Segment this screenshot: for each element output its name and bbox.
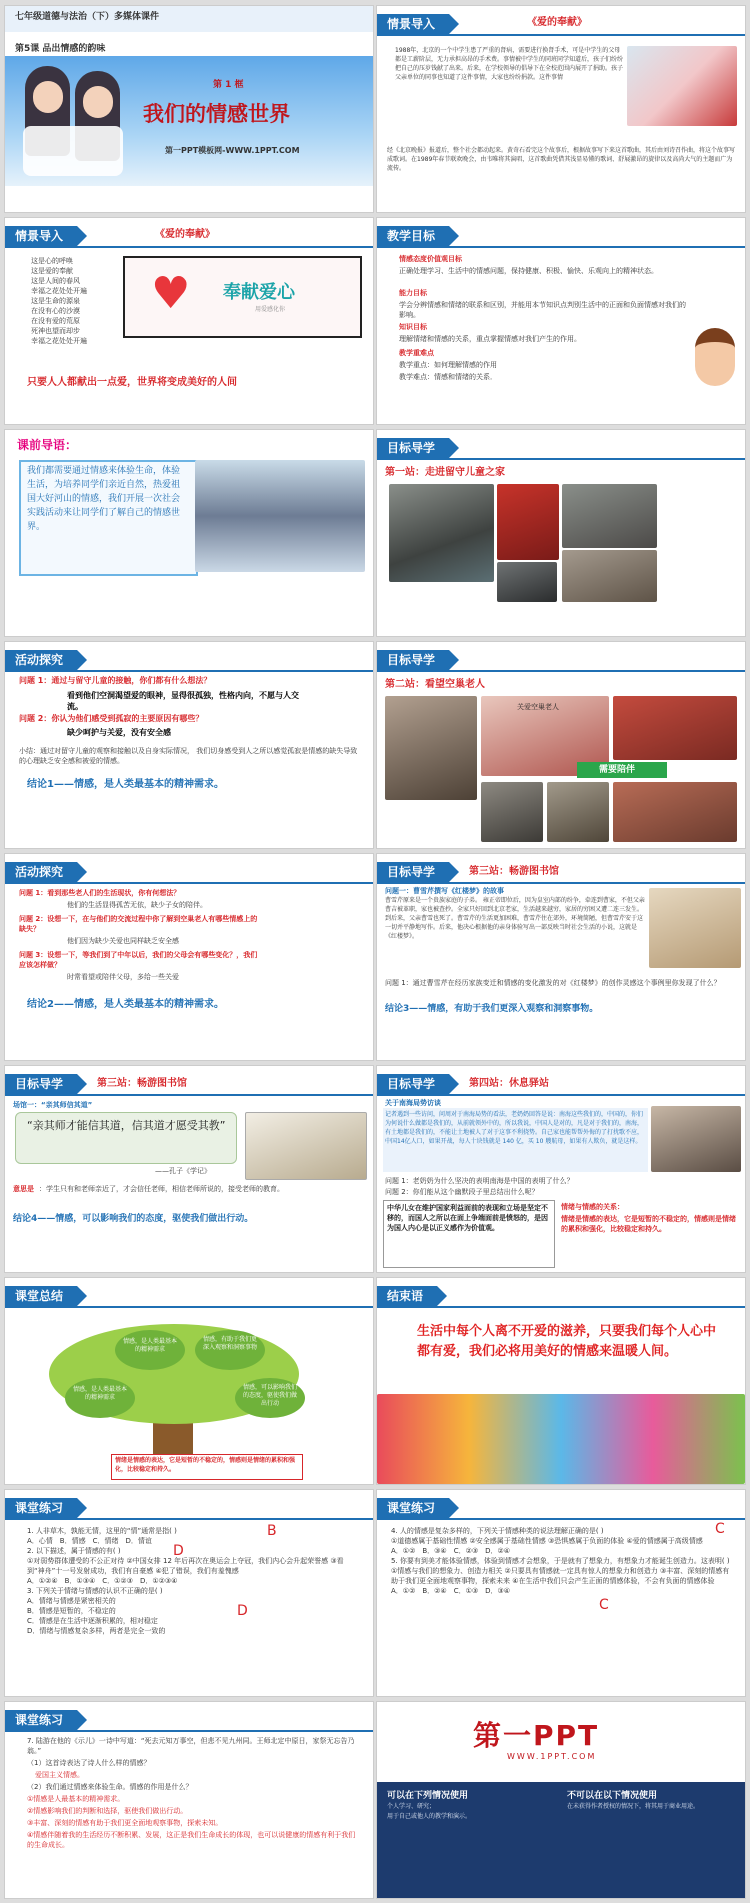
exercise-line: 1. 人非草木，孰能无情，这里的“情”通常是指( ) (27, 1527, 177, 1535)
heart-icon: ♥ (151, 268, 191, 319)
exercise-line: ①对弱势群体遭受的不公正对待 ②中国女排 12 年后再次在奥运会上夺冠，我们内心会升起荣誉感 ③看到“神舟”十一号发射成功，我们有自豪感 ④犯了错误，我们有羞愧感 (27, 1557, 344, 1575)
lyric-line: 这是生命的源泉 (31, 297, 80, 305)
slide-header: 目标导学 (377, 862, 449, 882)
slide-station-2 (376, 641, 746, 849)
slide-header: 课堂总结 (5, 1286, 77, 1306)
leaf-text-4: 情感，可以影响我们的态度，驱使我们做出行动 (242, 1384, 297, 1407)
exercise-line: 4. 人的情感是复杂多样的，下列关于情感种类的说法理解正确的是( ) (391, 1527, 604, 1535)
frame-label: 第 1 框 (213, 80, 244, 90)
story-paragraph-1: 1988年，北京的一个中学生患了严重的肾病，需要进行换肾手术，可是中学生的父母都是工薪阶层，无力承担高昂的手术费。事情被中学生的同班同学知道后，孩子们纷纷把自己的压岁钱献了出来。后来，在学校领导的倡导下在全校范围内展开了捐助。孩子父亲单位的同事也知道了这件事情，大家也纷纷捐款。这件事情 (395, 47, 624, 81)
slide-header: 课堂练习 (5, 1498, 77, 1518)
children-photo-2 (497, 484, 559, 560)
answer-5: C (599, 1597, 609, 1613)
answer-4: C (715, 1521, 725, 1537)
header-rule (5, 1730, 373, 1732)
slide-station-3b (4, 1065, 374, 1273)
slide-credits (376, 1701, 746, 1899)
slide-header: 活动探究 (5, 650, 77, 670)
answer-2-1: ①情感是人最基本的精神需求。 (27, 1795, 125, 1803)
goal-text-attitude: 正确处理学习、生活中的情感问题，保持健康、积极、愉快、乐观向上的精神状态。 (399, 267, 658, 275)
answer-3: D (237, 1603, 248, 1619)
answer-1: B (267, 1523, 277, 1539)
logo-text: 第一PPT (473, 1719, 600, 1752)
slide-header: 课堂练习 (5, 1710, 77, 1730)
slide-exercise-2 (376, 1489, 746, 1697)
elder-photo-6 (613, 782, 737, 842)
left-text: 中华儿女在维护国家利益面前的表现和立场是坚定不移的，而国人之所以在面上争端面前是愤怒的，是因为国人内心是以正义感作为价值观。 (387, 1204, 548, 1232)
question-1: 问题 1：通过与留守儿童的接触，你们都有什么想法？ (19, 676, 212, 685)
slide-title (4, 5, 374, 213)
lesson-title: 第5课 品出情感的韵味 (15, 44, 106, 54)
answer-2-4: ④情感伴随着我的生活经历不断积累、发展，这正是我们生命成长的体现，也可以说健康的情感有利于我们的生命成长。 (27, 1831, 356, 1849)
elder-photo-4 (481, 782, 543, 842)
story-text: 曹雪芹原来是一个贵族家庭的子弟。 雍正帝即位后，因为皇室内部的纷争，牵连到曹家，不但父亲曹吉被革职，家也被查抄。全家只好回到北京老家，生活越来越穷，家居的穷困又遭二连三发生。到后来，父亲曹雪也死了。曹雪芹的生活更加困难，曹雪芹住在郊外，环境简陋，但曹雪芹安于这一切并平静地写作。后来，他决心根据他的亲身体验写出一部反映当时社会生活的小说，这就是《红楼梦》。 (385, 897, 645, 940)
slide-header: 课堂练习 (377, 1498, 449, 1518)
conclusion-2: 结论2——情感，是人类最基本的精神需求。 (27, 999, 224, 1010)
slide-summary (4, 1277, 374, 1485)
exercise-line: ①道德感属于基础性情感 ②安全感属于基础性情感 ③恐惧感属于负面的体验 ④爱的情感属于高级情感 (391, 1537, 703, 1545)
lyric-line: 死神也望而却步 (31, 327, 80, 335)
station-title: 第三站：畅游图书馆 (469, 866, 559, 877)
header-rule (377, 246, 745, 248)
lyric-line: 这是心的呼唤 (31, 257, 73, 265)
answer-1: 他们的生活显得孤苦无依，缺少子女的陪伴。 (67, 901, 207, 909)
question-text: 7. 陆游在他的《示儿》一诗中写道：“死去元知万事空，但悲不见九州同。王师北定中原日，家祭无忘告乃翁。” (27, 1737, 355, 1755)
exercise-line: 2. 以下描述，属于情感的有( ) (27, 1547, 121, 1555)
slide-intro-story (376, 5, 746, 213)
station-title: 第二站：看望空巢老人 (385, 679, 485, 690)
slogan: 只要人人都献出一点爱，世界将变成美好的人间 (27, 377, 237, 388)
exercise-line: D．情绪与情感复杂多样，两者是完全一致的 (27, 1627, 166, 1635)
children-group-photo (377, 1394, 745, 1484)
interview-photo (651, 1106, 741, 1172)
exercise-line: A．情绪与情感是紧密相关的 (27, 1597, 116, 1605)
question-1: 问题一：曹雪芹撰写《红楼梦》的故事 (385, 887, 504, 895)
preface-title: 课前导语： (17, 438, 78, 452)
book-title: 《爱的奉献》 (155, 229, 215, 240)
goal-text-ability: 学会分辨情感和情绪的联系和区别，并能用本节知识点判别生活中的正面和负面情感对我们的影响。 (399, 301, 686, 319)
lyric-line: 在没有爱的荒原 (31, 317, 80, 325)
slide-header: 目标导学 (5, 1074, 77, 1094)
slide-teaching-goals (376, 217, 746, 425)
header-rule (5, 1094, 373, 1096)
question-2: 问题 1：通过曹雪芹在经历家族变迁和情感的变化激发的对《红楼梦》的创作灵感这个事例里你发现了什么？ (385, 979, 721, 987)
exercise-lines (27, 1523, 347, 1636)
station-title: 第一站：走进留守儿童之家 (385, 467, 505, 478)
keypoint-focus: 教学重点：如何理解情感的作用 (399, 361, 497, 369)
header-rule (377, 882, 745, 884)
goal-heading-attitude: 情感态度价值观目标 (399, 255, 462, 263)
header-rule (377, 1306, 745, 1308)
slide-header: 教学目标 (377, 226, 449, 246)
slide-intro-song (4, 217, 374, 425)
slide-exercise-1 (4, 1489, 374, 1697)
scene-label: 场馆一：“亲其师信其道” (13, 1101, 93, 1109)
answer-1: 爱国主义情感。 (35, 1771, 84, 1779)
can-item: 个人学习、研究； (387, 1803, 436, 1810)
children-photo-4 (497, 562, 557, 602)
right-text: 情绪是情感的表达，它是短暂的不稳定的，情感则是情绪的累积和强化，比较稳定和持久。 (561, 1215, 736, 1233)
station-title: 第三站：畅游图书馆 (97, 1078, 187, 1089)
children-photo-3 (562, 484, 657, 548)
elder-photo-5 (547, 782, 609, 842)
summary: 小结：通过对留守儿童的观察和接触以及自身实际情况， 我们切身感受到人之所以感觉孤寂是情感的缺失导致的心理缺乏安全感和被爱的情感。 (19, 747, 358, 765)
slide-header: 目标导学 (377, 650, 449, 670)
can-item: 用于自己或他人的教学和演示。 (387, 1813, 472, 1820)
answer-2: 他们因为缺少关爱也同样缺乏安全感 (67, 937, 179, 945)
meaning-label: 意思是 (13, 1185, 34, 1193)
answer-1: 看到他们空洞渴望爱的眼神，显得很孤独，性格内向，不愿与人交流。 (67, 691, 299, 711)
conclusion-3: 结论3——情感，有助于我们更深入观察和洞察事物。 (385, 1004, 599, 1014)
logo-url: WWW.1PPT.COM (507, 1752, 597, 1761)
elder-photo-1 (385, 696, 477, 800)
exercise-line: 5. 你要有到美才能体验情感，体验到情感才会想象，于是就有了想象力，有想象力才能诞生创造力。这表明( ) (391, 1557, 730, 1565)
news-title: 关于南海局势访谈 (385, 1099, 441, 1107)
exercise-line: C．情感是在生活中逐渐积累的，相对稳定 (27, 1617, 158, 1625)
keypoint-difficulty: 教学难点：情感和情绪的关系． (399, 373, 497, 381)
slide-header: 结束语 (377, 1286, 437, 1306)
elder-photo-3 (613, 696, 737, 760)
closing-text: 生活中每个人离不开爱的滋养，只要我们每个人心中都有爱，我们必将用美好的情感来温暖人间。 (417, 1324, 717, 1359)
care-label: 关爱空巢老人 (517, 703, 559, 711)
confucius-illustration (245, 1112, 367, 1180)
exercise-line: A．①②④ B．①③④ C．①②③ D．①②③④ (27, 1577, 178, 1585)
goal-heading-knowledge: 知识目标 (399, 323, 427, 331)
question-2: （2）我们通过情感来体验生命。情感的作用是什么？ (27, 1783, 193, 1791)
cannot-title: 不可以在以下情况使用 (567, 1791, 658, 1801)
header-rule (5, 1518, 373, 1520)
slide-header: 目标导学 (377, 1074, 449, 1094)
right-title: 情绪与情感的关系： (561, 1203, 624, 1211)
donation-photo (627, 46, 737, 126)
goal-heading-ability: 能力目标 (399, 289, 427, 297)
header-rule (5, 670, 373, 672)
slide-closing (376, 1277, 746, 1485)
slide-exercise-3 (4, 1701, 374, 1899)
leaf-text-3: 情感，有助于我们更深入观察和洞察事物 (202, 1336, 257, 1351)
slide-activity-1 (4, 641, 374, 849)
need-label: 需要陪伴 (599, 765, 636, 775)
slide-header: 情景导入 (377, 14, 449, 34)
lyric-line: 幸福之花处处开遍 (31, 287, 87, 295)
question-1: 问题 1：看到那些老人们的生活现状，你有何想法？ (19, 889, 181, 897)
can-title: 可以在下列情况使用 (387, 1791, 469, 1801)
answer-3: 时常看望或陪伴父母，多给一些关爱 (67, 973, 179, 981)
header-rule (377, 458, 745, 460)
news-text: 记者遇到一些访问，问周对于南海局势的看法，老奶奶回答是说：南海这些我们的，中国的，你们为何说什么做都是我们的，从前就领外中的，所以我说，中国人是对的，凡是对于我们的，南海，有土地都是我们的，不能让土地被人了对于这事不利挠势。自己家也能帮帮外侮的了打扰歌不应，中国14亿人口，如果开战，每人十块钱就是 140 亿，买 10 艘航母，如果有人欺负，就是这样。 (385, 1111, 644, 1145)
lyrics (31, 256, 87, 346)
question-2: 问题 2：你认为他们感受到孤寂的主要原因有哪些？ (19, 714, 204, 723)
children-photo-1 (389, 484, 494, 582)
slide-header: 活动探究 (5, 862, 77, 882)
question-2: 问题 2：设想一下，在与他们的交流过程中你了解到空巢老人有哪些情感上的缺失？ (19, 915, 258, 933)
lyric-line: 这是人间的春风 (31, 277, 80, 285)
header-rule (377, 1518, 745, 1520)
site-label: 第一PPT模板网-WWW.1PPT.COM (165, 146, 300, 155)
header-rule (377, 1094, 745, 1096)
cartoon-girl (695, 328, 735, 386)
lyric-line: 这是爱的奉献 (31, 267, 73, 275)
header-rule (377, 34, 745, 36)
conclusion-1: 结论1——情感，是人类最基本的精神需求。 (27, 779, 224, 790)
conclusion-4: 结论4——情感，可以影响我们的态度，驱使我们做出行动。 (13, 1214, 254, 1224)
quote-text: “亲其师才能信其道，信其道才愿受其教” (27, 1119, 226, 1132)
exercise-lines (391, 1526, 736, 1596)
header-rule (5, 246, 373, 248)
exercise-line: A．心情 B．情感 C．情绪 D．情谊 (27, 1537, 152, 1545)
cannot-item: 在未获得作者授权的情况下，将其用于商业用途。 (567, 1803, 700, 1810)
quote-author: ——孔子《学记》 (155, 1167, 211, 1175)
exercise-line: B．情感是短暂的，不稳定的 (27, 1607, 116, 1615)
love-art (123, 256, 362, 338)
station-title: 第四站：休息驿站 (469, 1078, 549, 1089)
leaf-text-2: 情感，是人类最基本的精神需求 (122, 1338, 177, 1353)
goal-heading-keypoints: 教学重难点 (399, 349, 434, 357)
meaning-text: ：学生只有和老师亲近了，才会信任老师，相信老师所说的，接受老师的教育。 (39, 1185, 284, 1193)
exercise-line: A．①② B．③④ C．②③ D．②④ (391, 1547, 511, 1555)
slide-station-1 (376, 429, 746, 637)
slide-header: 目标导学 (377, 438, 449, 458)
exercise-line: A．①② B．②④ C．①③ D．③④ (391, 1587, 511, 1595)
slide-activity-2 (4, 853, 374, 1061)
question-1: 问题 1：老奶奶为什么坚决的表明南海是中国的表明了什么？ (385, 1177, 574, 1185)
slide-header: 情景导入 (5, 226, 77, 246)
caoxueqin-portrait (649, 888, 741, 968)
bottom-text: 情绪是情感的表达，它是短暂的不稳定的，情感则是情绪的累积和强化，比较稳定和持久。 (115, 1457, 296, 1473)
main-title: 我们的情感世界 (143, 102, 290, 126)
preface-text: 我们都需要通过情感来体验生命，体验生活，为培养同学们亲近自然，热爱祖国大好河山的情感，我们开展一次社会实践活动来让同学们了解自己的情感世界。 (27, 466, 181, 532)
students-group-photo (195, 460, 365, 572)
goal-text-knowledge: 理解情绪和情感的关系，重点掌握情感对我们产生的作用。 (399, 335, 581, 343)
art-subtitle: 用爱感化你 (255, 306, 286, 313)
question-1: （1）这首诗表达了诗人什么样的情感？ (27, 1759, 151, 1767)
exercise-line: ①情感与我们的想象力、创造力相关 ②只要具有情感就一定具有惊人的想象力和创造力 ③丰富、深刻的情感有助于我们更全面地观察事物，探索未来 ④在生活中我们只会产生正面的情感体验，不会有负面的情感体验 (391, 1567, 730, 1585)
story-paragraph-2: 经《北京晚报》报道后，整个社会都动起来。黄奇石看完这个故事后，根据故事写下来这首歌曲，其后由刘诗召作曲，将这个故事写成歌词。在1989年春节联欢晚会，由韦唯将其演唱，这首歌曲凭借其浅显易懂的歌词、舒展激昂的旋律以及高尚大气的主题而广为流传。 (387, 147, 736, 172)
course-title: 七年级道德与法治（下）多媒体课件 (15, 12, 160, 22)
leaf-text-1: 情感，是人类最基本的精神需求 (72, 1386, 127, 1401)
answer-2-3: ③丰富、深刻的情感有助于我们更全面地观察事物，探索未知。 (27, 1819, 223, 1827)
answer-2: 缺少呵护与关爱，没有安全感 (67, 728, 171, 737)
slide-preface (4, 429, 374, 637)
header-rule (5, 882, 373, 884)
slide-station-3a (376, 853, 746, 1061)
header-rule (5, 1306, 373, 1308)
question-3: 问题 3：设想一下，等我们到了中年以后，我们的父母会有哪些变化？，我们应该怎样做？ (19, 951, 258, 969)
slide-station-4 (376, 1065, 746, 1273)
answer-2: D (173, 1543, 184, 1559)
children-photo-5 (562, 550, 657, 602)
exercise-line: 3. 下列关于情绪与情感的认识不正确的是( ) (27, 1587, 163, 1595)
header-rule (377, 670, 745, 672)
book-title: 《爱的奉献》 (527, 17, 587, 28)
answer-2-2: ②情感影响我们的判断和选择，驱使我们做出行动。 (27, 1807, 188, 1815)
lyric-line: 在没有心的沙漠 (31, 307, 80, 315)
lyric-line: 幸福之花处处开遍 (31, 337, 87, 345)
art-title: 奉献爱心 (223, 282, 295, 303)
question-2: 问题 2：你们能从这个幽默段子里总结出什么呢？ (385, 1188, 539, 1196)
